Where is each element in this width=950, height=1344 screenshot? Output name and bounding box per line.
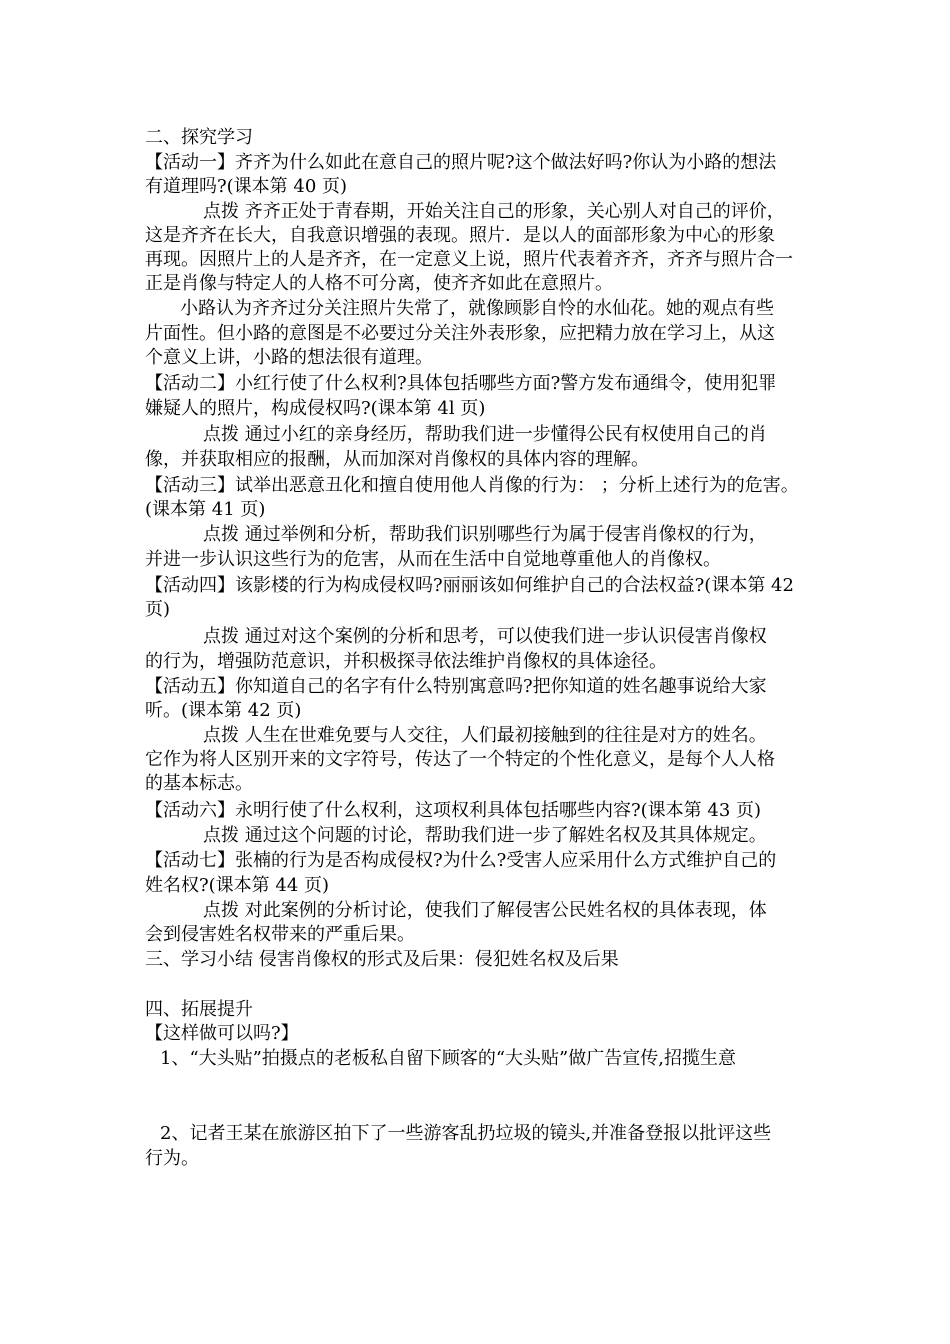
activity-2-question-cont: 嫌疑人的照片，构成侵权吗?(课本第 4l 页)	[145, 398, 486, 419]
activity-4-hint: 点拨 通过对这个案例的分析和思考，可以使我们进一步认识侵害肖像权	[203, 626, 767, 647]
activity-1-hint-cont: 正是肖像与特定人的人格不可分离，使齐齐如此在意照片。	[145, 273, 613, 294]
activity-2-hint: 点拨 通过小红的亲身经历，帮助我们进一步懂得公民有权使用自己的肖	[203, 424, 767, 445]
section-heading-inquiry: 二、探究学习	[145, 127, 253, 148]
section-summary: 三、学习小结 侵害肖像权的形式及后果：侵犯姓名权及后果	[145, 949, 619, 970]
activity-3-question-cont: (课本第 41 页)	[145, 499, 266, 520]
activity-5-hint: 点拨 人生在世难免要与人交往，人们最初接触到的往往是对方的姓名。	[203, 725, 767, 746]
extension-question-2: 2、记者王某在旅游区拍下了一些游客乱扔垃圾的镜头,并准备登报以批评这些	[160, 1123, 772, 1144]
activity-4-question-cont: 页)	[145, 599, 171, 620]
activity-1-paragraph-cont: 个意义上讲，小路的想法很有道理。	[145, 347, 433, 368]
activity-1-question: 【活动一】齐齐为什么如此在意自己的照片呢?这个做法好吗?你认为小路的想法	[145, 152, 777, 173]
activity-2-question: 【活动二】小红行使了什么权利?具体包括哪些方面?警方发布通缉令，使用犯罪	[145, 373, 777, 394]
extension-question-2-cont: 行为。	[145, 1148, 199, 1169]
activity-1-hint: 点拨 齐齐正处于青春期，开始关注自己的形象，关心别人对自己的评价，	[203, 201, 785, 222]
section-heading-extension: 四、拓展提升	[145, 999, 253, 1020]
activity-4-hint-cont: 的行为，增强防范意识，并积极探寻依法维护肖像权的具体途径。	[145, 651, 667, 672]
activity-6-question: 【活动六】永明行使了什么权利，这项权利具体包括哪些内容?(课本第 43 页)	[145, 800, 762, 821]
activity-5-hint-cont: 它作为将人区别开来的文字符号，传达了一个特定的个性化意义，是每个人人格	[145, 749, 775, 770]
activity-5-question-cont: 听。(课本第 42 页)	[145, 700, 302, 721]
activity-4-question: 【活动四】该影楼的行为构成侵权吗?丽丽该如何维护自己的合法权益?(课本第 42	[145, 575, 794, 596]
activity-6-hint: 点拨 通过这个问题的讨论，帮助我们进一步了解姓名权及其具体规定。	[203, 825, 767, 846]
activity-3-hint: 点拨 通过举例和分析，帮助我们识别哪些行为属于侵害肖像权的行为，	[203, 524, 767, 545]
activity-7-question: 【活动七】张楠的行为是否构成侵权?为什么?受害人应采用什么方式维护自己的	[145, 850, 777, 871]
activity-7-hint-cont: 会到侵害姓名权带来的严重后果。	[145, 924, 415, 945]
activity-1-hint-cont: 再现。因照片上的人是齐齐，在一定意义上说，照片代表着齐齐，齐齐与照片合一	[145, 249, 793, 270]
activity-1-paragraph: 小路认为齐齐过分关注照片失常了，就像顾影自怜的水仙花。她的观点有些	[180, 298, 774, 319]
activity-1-hint-cont: 这是齐齐在长大，自我意识增强的表现。照片．是以人的面部形象为中心的形象	[145, 225, 775, 246]
activity-7-hint: 点拨 对此案例的分析讨论，使我们了解侵害公民姓名权的具体表现，体	[203, 900, 767, 921]
extension-subheading: 【这样做可以吗?】	[145, 1023, 299, 1044]
activity-3-question: 【活动三】试举出恶意丑化和擅自使用他人肖像的行为： ；分析上述行为的危害。	[145, 475, 799, 496]
activity-5-hint-cont: 的基本标志。	[145, 773, 253, 794]
activity-7-question-cont: 姓名权?(课本第 44 页)	[145, 875, 330, 896]
extension-question-1: 1、“大头贴”拍摄点的老板私自留下顾客的“大头贴”做广告宣传,招揽生意	[160, 1048, 736, 1069]
activity-5-question: 【活动五】你知道自己的名字有什么特别寓意吗?把你知道的姓名趣事说给大家	[145, 676, 767, 697]
activity-2-hint-cont: 像，并获取相应的报酬，从而加深对肖像权的具体内容的理解。	[145, 449, 649, 470]
activity-1-paragraph-cont: 片面性。但小路的意图是不必要过分关注外表形象，应把精力放在学习上，从这	[145, 323, 775, 344]
activity-3-hint-cont: 并进一步认识这些行为的危害，从而在生活中自觉地尊重他人的肖像权。	[145, 549, 721, 570]
activity-1-question-cont: 有道理吗?(课本第 40 页)	[145, 176, 348, 197]
